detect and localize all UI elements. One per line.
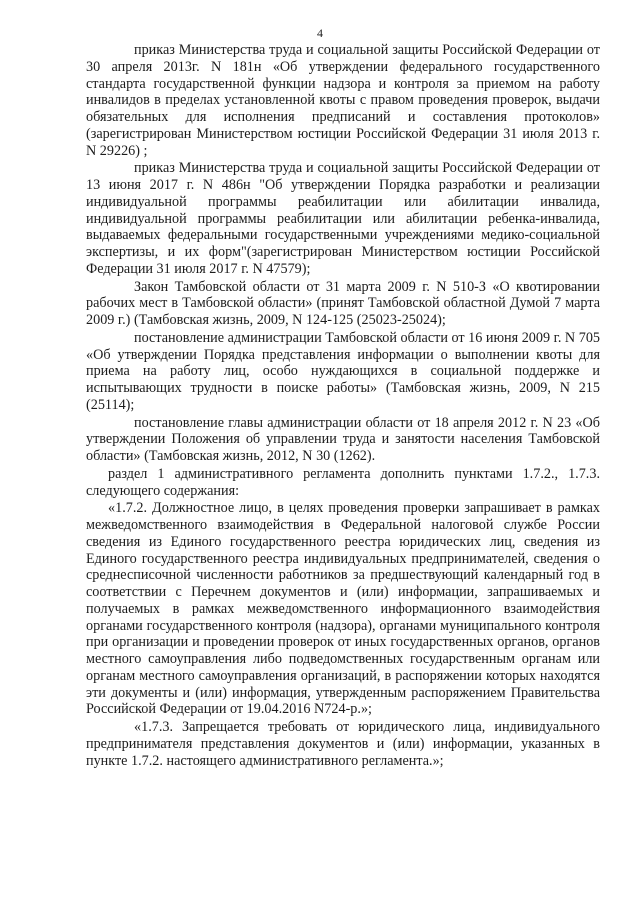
- paragraph-clause-1-7-3: «1.7.3. Запрещается требовать от юридического лица, индивидуального предпринимателя представления документов и (или) информации, указанных в пункте 1.7.2. настоящего административного регламента.»;: [86, 719, 600, 769]
- paragraph-order-181n: приказ Министерства труда и социальной защиты Российской Федерации от 30 апреля 2013г. N 181н «Об утверждении федерального государственного стандарта государственной функции надзора и контроля за приемом на работу инвалидов в пределах установленной квоты с правом проведения проверок, выдачи обязательных для исполнения предписаний и составления протоколов» (зарегистрирован Министерством юстиции Российской Федерации 31 июля 2013 г. N 29226) ;: [86, 42, 600, 159]
- paragraph-resolution-705: постановление администрации Тамбовской области от 16 июня 2009 г. N 705 «Об утверждении Порядка представления информации о выполнении квоты для приема на работу лиц, особо нуждающихся в социальной поддержке и испытывающих трудности в поиске работы» (Тамбовская жизнь, 2009, N 215 (25114);: [86, 329, 601, 413]
- paragraph-section-1-amendment: раздел 1 административного регламента дополнить пунктами 1.7.2., 1.7.3. следующего содержания:: [86, 465, 600, 499]
- paragraph-clause-1-7-2: «1.7.2. Должностное лицо, в целях проведения проверки запрашивает в рамках межведомственного взаимодействия в Федеральной налоговой службе России сведения из Единого государственного реестра юридических лиц, сведения из Единого государственного реестра индивидуальных предпринимателей, сведения о среднесписочной численности работников за предшествующий календарный год в соответствии с Перечнем документов и (или) информации, запрашиваемых и получаемых в рамках межведомственного информационного взаимодействия органами государственного контроля (надзора), органами муниципального контроля при организации и проведении проверок от иных государственных органов, органов местного самоуправления либо подведомственных государственным органам или органам местного самоуправления организаций, в распоряжении которых находятся эти документы и (или) информация, утвержденным распоряжением Правительства Российской Федерации от 19.04.2016 N724-р.»;: [86, 500, 600, 718]
- document-body: [86, 42, 600, 770]
- paragraph-order-486n: приказ Министерства труда и социальной защиты Российской Федерации от 13 июня 2017 г. N 486н "Об утверждении Порядка разработки и реализации индивидуальной программы реабилитации или абилитации инвалида, индивидуальной программы реабилитации или абилитации ребенка-инвалида, выдаваемых федеральными государственными учреждениями медико-социальной экспертизы, и их форм"(зарегистрирован Министерством юстиции Российской Федерации 31 июля 2017 г. N 47579);: [86, 160, 600, 277]
- paragraph-law-510z: Закон Тамбовской области от 31 марта 2009 г. N 510-З «О квотировании рабочих мест в Тамбовской области» (принят Тамбовской областной Думой 7 марта 2009 г.) (Тамбовская жизнь, 2009, N 124-125 (25023-25024);: [86, 278, 600, 328]
- paragraph-resolution-23: постановление главы администрации области от 18 апреля 2012 г. N 23 «Об утверждении Положения об управлении труда и занятости населения Тамбовской области» (Тамбовская жизнь, 2012, N 30 (1262).: [86, 414, 600, 464]
- page-number: 4: [317, 26, 323, 40]
